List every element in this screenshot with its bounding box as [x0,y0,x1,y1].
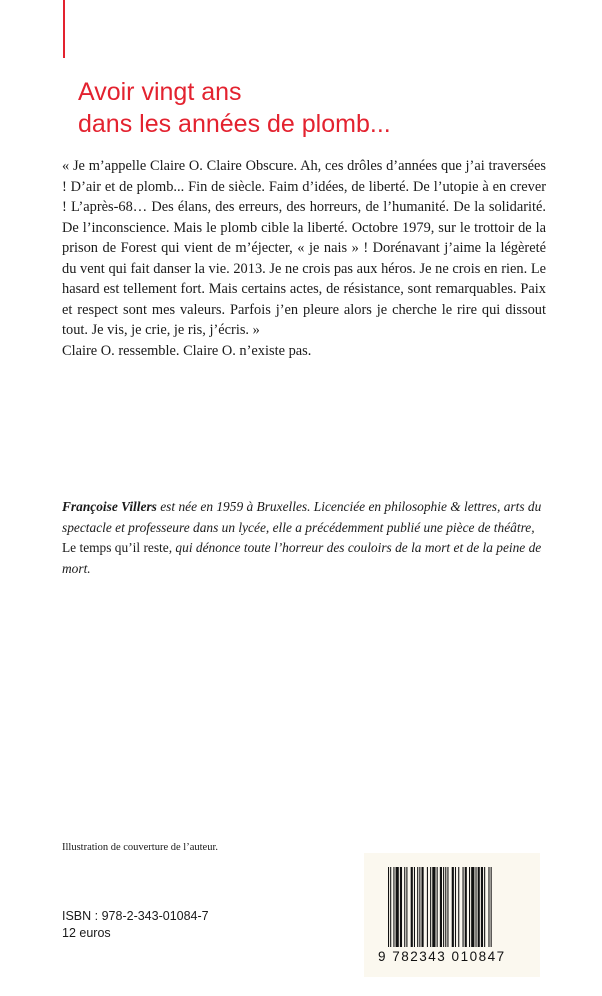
red-rule [63,0,65,58]
barcode-bar [390,867,391,947]
cover-credit: Illustration de couverture de l’auteur. [62,842,218,853]
barcode-bar [427,867,428,947]
barcode [388,867,530,947]
blurb-paragraph: « Je m’appelle Claire O. Claire Obscure. Ah, ces drôles d’années que j’ai traversées ! D’air et de plomb... Fin de siècle. Faim d’idées, de liberté. De l’utopie à en crever ! L’après-68… Des élans, des erreurs, des horreurs, de l’humanité. De la solidarité. De l’inconscience. Mais le plomb cible la liberté. Octobre 1979, sur le trottoir de la prison de Forest qui vient de m’éjecter, « je nais » ! Dorénavant j’aime la légèreté du vent qui fait danser la vie. 2013. Je ne crois pas aux héros. Je ne crois en rien. Le hasard est tellement fort. Mais certains actes, de résistance, sont remarquables. Paix et respect sont mes valeurs. Parfois j’en pleure alors je cherche le rire qui dissout tout. Je vis, je crie, je ris, j’écris. » [62,158,546,338]
barcode-bar [430,867,431,947]
barcode-bar [437,867,438,947]
title-line-2: dans les années de plomb... [78,110,391,138]
barcode-bar [421,867,423,947]
isbn: ISBN : 978-2-343-01084-7 [62,909,209,923]
barcode-number: 9 782343 010847 [378,949,506,964]
barcode-bar [469,867,470,947]
bio-text-2: , qui dénonce toute l’horreur des couloirs de la mort et de la peine de mort. [62,540,542,576]
barcode-bar [417,867,418,947]
barcode-bar [400,867,402,947]
barcode-bar [440,867,442,947]
barcode-bar [475,867,476,947]
price: 12 euros [62,926,111,940]
author-bio [62,497,546,579]
play-title: Le temps qu’il reste [62,540,169,555]
barcode-bar [463,867,464,947]
barcode-bar [455,867,456,947]
barcode-bar [388,867,389,947]
barcode-bar [414,867,415,947]
barcode-area [364,853,540,977]
barcode-bar [404,867,405,947]
bio-text-1: est née en 1959 à Bruxelles. Licenciée en philosophie & lettres, arts du spectacle et professeure dans un lycée, elle a précédemment publié une pièce de théâtre, [62,499,542,535]
barcode-bar [458,867,459,947]
barcode-bar [471,867,474,947]
blurb [62,156,546,361]
barcode-bar [411,867,413,947]
title-line-1: Avoir vingt ans [78,78,242,106]
barcode-bar [488,867,489,947]
barcode-bar [491,867,492,947]
barcode-bar [478,867,480,947]
barcode-bar [465,867,467,947]
barcode-bar [484,867,485,947]
barcode-bar [443,867,444,947]
blurb-closing: Claire O. ressemble. Claire O. n’existe pas. [62,342,312,359]
barcode-bar [447,867,448,947]
author-name: Françoise Villers [62,499,157,514]
barcode-bar [419,867,420,947]
barcode-bar [432,867,435,947]
barcode-bar [481,867,483,947]
barcode-bar [393,867,394,947]
barcode-bar [445,867,446,947]
barcode-bar [396,867,399,947]
barcode-bar [406,867,407,947]
isbn-block [62,908,209,942]
barcode-bar [452,867,454,947]
book-title [78,76,578,140]
